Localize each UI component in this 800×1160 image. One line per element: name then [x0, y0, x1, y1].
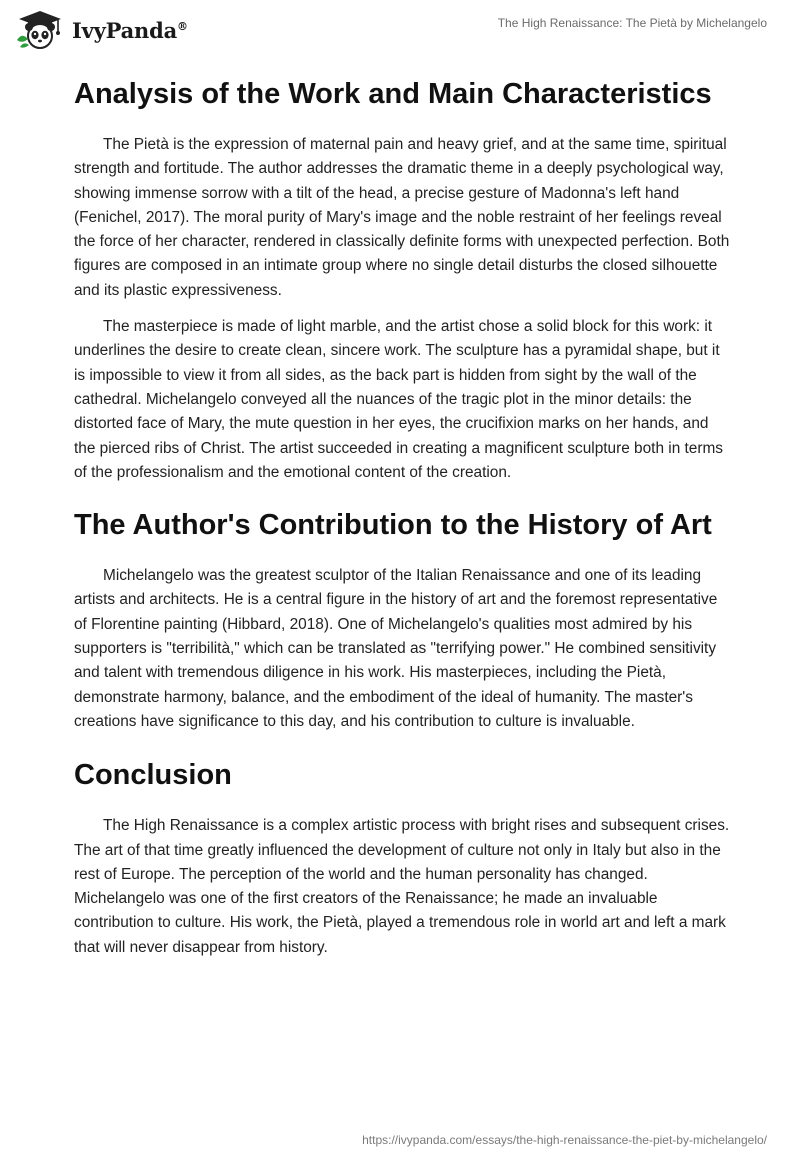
section-analysis — [74, 75, 734, 485]
essay-body — [74, 70, 734, 960]
source-url[interactable]: https://ivypanda.com/essays/the-high-renaissance-the-piet-by-michelangelo/ — [362, 1133, 767, 1147]
paragraph: The Pietà is the expression of maternal pain and heavy grief, and at the same time, spiritual strength and fortitude. The author addresses the dramatic theme in a deeply psychological way, showing immense sorrow with a tilt of the head, a precise gesture of Madonna's left hand (Fenichel, 2017). The moral purity of Mary's image and the noble restraint of her feelings reveal the force of her character, rendered in classically definite forms with unexpected perfection. Both figures are composed in an intimate group where no single detail disturbs the closed silhouette and its plastic expressiveness. — [74, 136, 730, 299]
brand-name: IvyPanda® — [72, 17, 188, 43]
paragraph: Michelangelo was the greatest sculptor of the Italian Renaissance and one of its leading artists and architects. He is a central figure in the history of art and the foremost representative of Florentine painting (Hibbard, 2018). One of Michelangelo's qualities most admired by his supporters is "terribilità," which can be translated as "terrifying power." He combined sensitivity and talent with tremendous diligence in his work. His masterpieces, including the Pietà, demonstrate harmony, balance, and the embodiment of the ideal of humanity. The master's creations have significance to this day, and his contribution to culture is invaluable. — [74, 567, 718, 730]
section-heading: Conclusion — [74, 759, 232, 792]
paragraph: The masterpiece is made of light marble, and the artist chose a solid block for this work: it underlines the desire to create clean, sincere work. The sculpture has a pyramidal shape, but it is impossible to view it from all sides, as the back part is hidden from sight by the wall of the cathedral. Michelangelo conveyed all the nuances of the tragic plot in the minor details: the distorted face of Mary, the mute question in her eyes, the crucifixion marks on her hands, and the pierced ribs of Christ. The artist succeeded in creating a magnificent sculpture both in terms of the professionalism and the emotional content of the creation. — [74, 318, 724, 481]
section-contribution — [74, 506, 734, 734]
section-conclusion — [74, 756, 734, 960]
registered-mark: ® — [177, 19, 188, 33]
brand-logo[interactable] — [14, 10, 188, 50]
page-title: The High Renaissance: The Pietà by Michelangelo — [497, 16, 767, 30]
panda-graduate-icon — [14, 10, 66, 50]
section-heading: Analysis of the Work and Main Characteristics — [74, 78, 712, 110]
section-heading: The Author's Contribution to the History of Art — [74, 509, 712, 542]
page-header — [0, 0, 800, 60]
paragraph: The High Renaissance is a complex artistic process with bright rises and subsequent crises. The art of that time greatly influenced the development of culture not only in Italy but also in the rest of Europe. The perception of the world and the human personality has changed. Michelangelo was one of the first creators of the Renaissance; he made an invaluable contribution to culture. His work, the Pietà, played a tremendous role in world art and left a mark that will never disappear from history. — [74, 817, 730, 956]
